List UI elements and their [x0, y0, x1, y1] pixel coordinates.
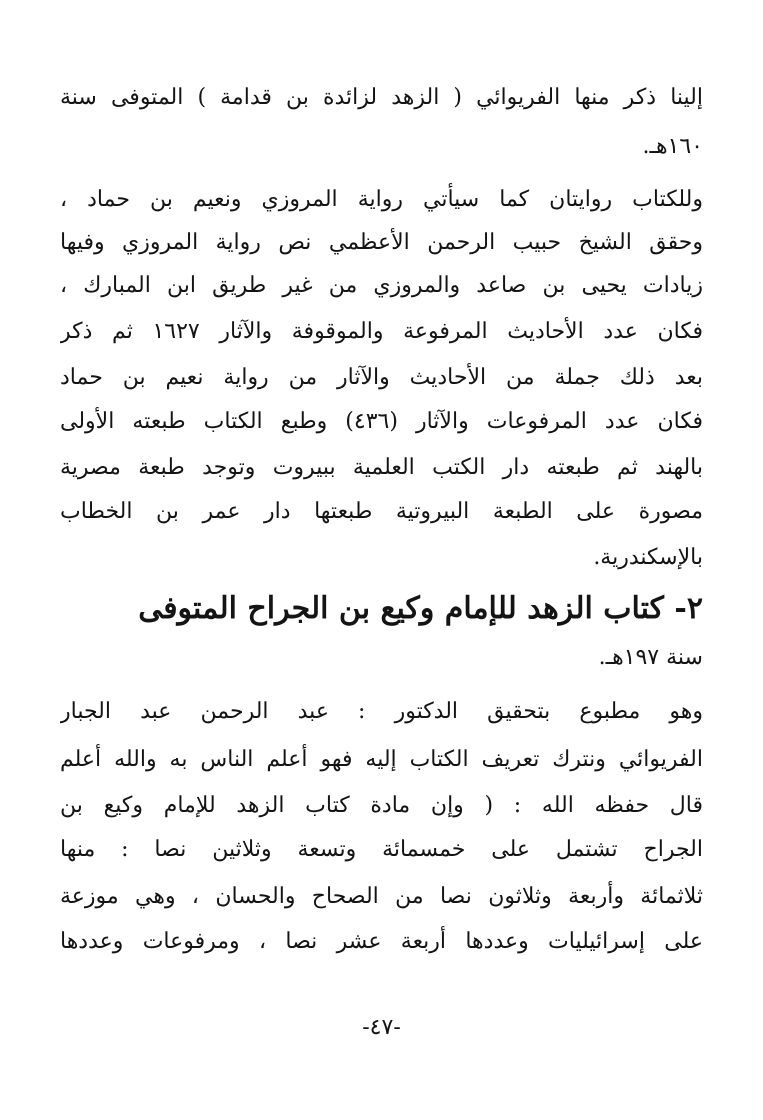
section-heading: ٢- كتاب الزهد للإمام وكيع بن الجراح المتوفى	[138, 591, 703, 626]
text-line: بالهند ثم طبعته دار الكتب العلمية ببيروت وتوجد طبعة مصرية	[60, 455, 703, 480]
section-heading-subline: سنة ١٩٧هـ.	[598, 645, 703, 670]
text-line: فكان عدد الأحاديث المرفوعة والموقوفة والآثار ١٦٢٧ ثم ذكر	[60, 319, 703, 344]
text-line: الفريوائي ونترك تعريف الكتاب إليه فهو أعلم الناس به والله أعلم	[60, 747, 703, 772]
text-line: على إسرائيليات وعددها أربعة عشر نصا ، ومرفوعات وعددها	[60, 929, 703, 954]
text-line: وهو مطبوع بتحقيق الدكتور : عبد الرحمن عبد الجبار	[60, 699, 703, 724]
text-line: زيادات يحيى بن صاعد والمروزي من غير طريق ابن المبارك ،	[60, 273, 703, 298]
text-line: بعد ذلك جملة من الأحاديث والآثار من رواية نعيم بن حماد	[60, 365, 703, 390]
text-line: مصورة على الطبعة البيروتية طبعتها دار عمر بن الخطاب	[60, 499, 703, 524]
text-line: قال حفظه الله : ( وإن مادة كتاب الزهد للإمام وكيع بن	[60, 793, 703, 818]
text-line: إلينا ذكر منها الفريوائي ( الزهد لزائدة بن قدامة ) المتوفى سنة	[60, 85, 703, 110]
text-line: ثلاثمائة وأربعة وثلاثون نصا من الصحاح والحسان ، وهي موزعة	[60, 884, 703, 909]
text-line: فكان عدد المرفوعات والآثار (٤٣٦) وطبع الكتاب طبعته الأولى	[60, 409, 703, 434]
page-number: -٤٧-	[362, 1015, 401, 1040]
text-line: وللكتاب روايتان كما سيأتي رواية المروزي ونعيم بن حماد ،	[60, 187, 703, 212]
text-line: الجراح تشتمل على خمسمائة وتسعة وثلاثين نصا : منها	[60, 837, 703, 862]
text-line: ١٦٠هـ.	[642, 134, 703, 159]
text-line: وحقق الشيخ حبيب الرحمن الأعظمي نص رواية المروزي وفيها	[60, 230, 703, 255]
text-line: بالإسكندرية.	[593, 545, 703, 570]
